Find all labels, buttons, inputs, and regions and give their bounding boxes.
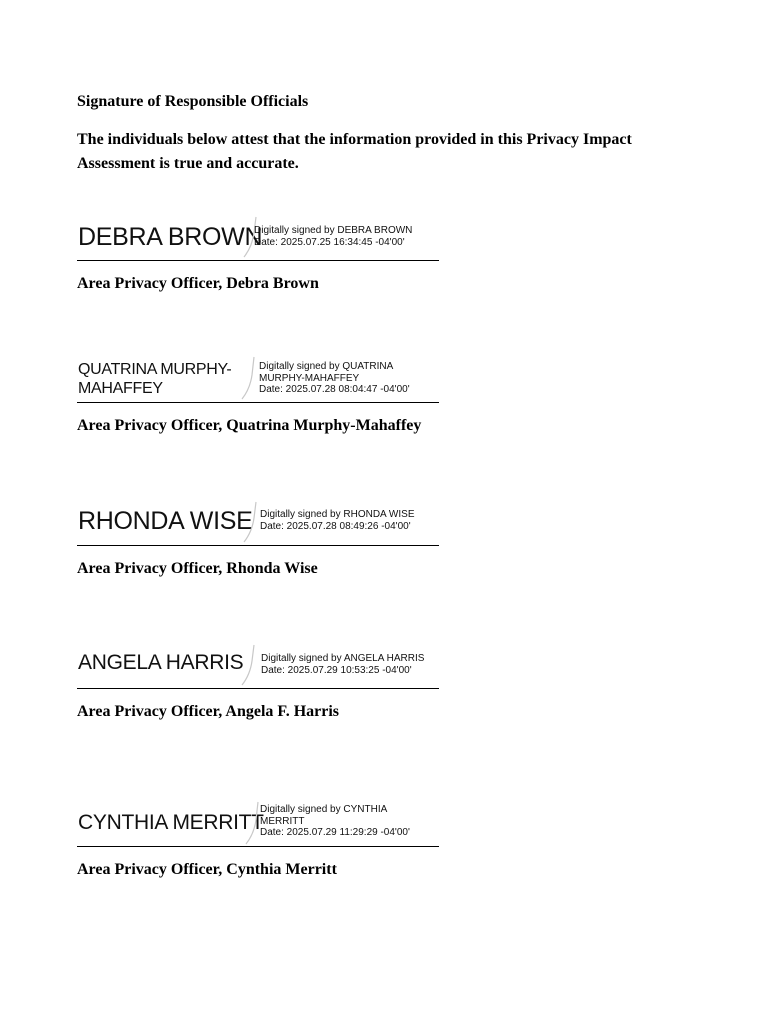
signature-name: RHONDA WISE	[78, 507, 253, 535]
signed-by-text: Digitally signed by QUATRINA MURPHY-MAHAFFEY	[259, 361, 393, 384]
signature-name: DEBRA BROWN	[78, 223, 263, 251]
signature-caption: Area Privacy Officer, Debra Brown	[77, 275, 319, 292]
signature-block	[77, 643, 439, 733]
signed-by-text: Digitally signed by DEBRA BROWN	[254, 225, 413, 236]
signature-line	[77, 688, 439, 689]
signature-caption: Area Privacy Officer, Cynthia Merritt	[77, 861, 337, 878]
signature-details	[261, 653, 441, 676]
signature-caption: Area Privacy Officer, Angela F. Harris	[77, 703, 340, 720]
attestation-statement: The individuals below attest that the information provided in this Privacy Impact Assessment is true and accurate.	[77, 131, 632, 172]
digital-signature-mark-icon	[237, 643, 259, 687]
signature-name: CYNTHIA MERRITT	[78, 811, 264, 834]
section-heading: Signature of Responsible Officials	[77, 93, 309, 110]
signed-by-text: Digitally signed by RHONDA WISE	[260, 509, 415, 520]
signature-date: Date: 2025.07.29 10:53:25 -04'00'	[261, 664, 412, 676]
signature-name: ANGELA HARRIS	[78, 651, 244, 674]
signature-date: Date: 2025.07.28 08:49:26 -04'00'	[260, 520, 411, 532]
signature-block	[77, 215, 439, 305]
signature-line	[77, 846, 439, 847]
signature-date: Date: 2025.07.29 11:29:29 -04'00'	[260, 827, 410, 838]
signature-block	[77, 500, 439, 590]
signature-line	[77, 402, 439, 403]
signature-date: Date: 2025.07.25 16:34:45 -04'00'	[254, 236, 405, 248]
signature-details	[260, 509, 440, 532]
signature-name: QUATRINA MURPHY-MAHAFFEY	[78, 361, 232, 397]
signature-details	[259, 361, 429, 396]
digital-signature-mark-icon	[237, 355, 259, 401]
signature-details	[260, 804, 410, 839]
signature-block	[77, 800, 439, 890]
digital-signature-mark-icon	[239, 500, 261, 544]
signed-by-text: Digitally signed by ANGELA HARRIS	[261, 653, 425, 664]
signature-line	[77, 545, 439, 546]
signature-caption: Area Privacy Officer, Rhonda Wise	[77, 560, 318, 577]
signature-date: Date: 2025.07.28 08:04:47 -04'00'	[259, 384, 410, 395]
signature-line	[77, 260, 439, 261]
signed-by-text: Digitally signed by CYNTHIA MERRITT	[260, 804, 387, 827]
signature-details	[254, 225, 434, 248]
signature-caption: Area Privacy Officer, Quatrina Murphy-Mahaffey	[77, 417, 422, 434]
signature-block	[77, 355, 439, 450]
